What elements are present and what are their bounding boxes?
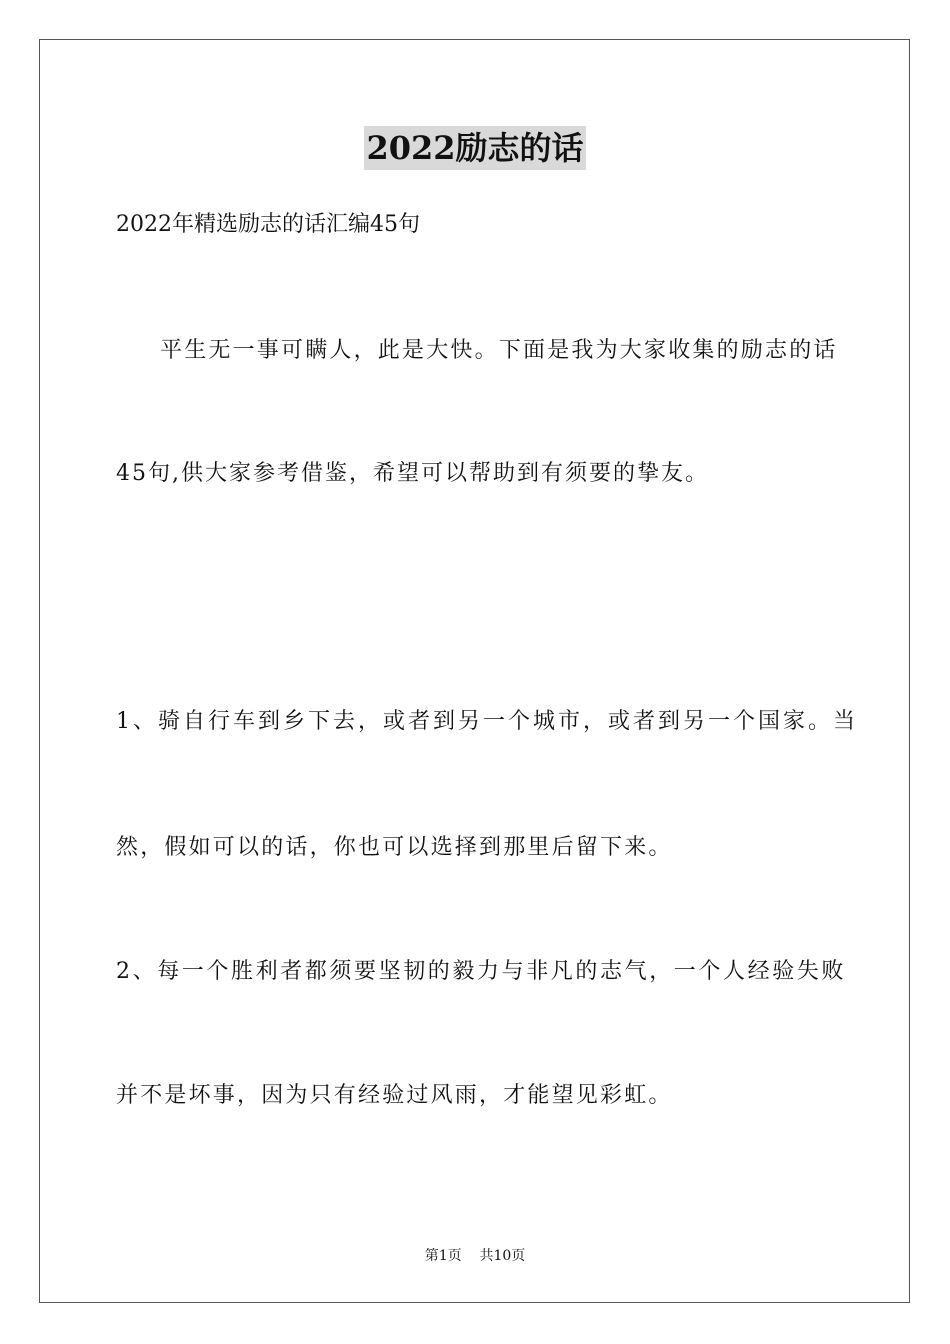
document-subtitle: 2022年精选励志的话汇编45句 — [116, 212, 420, 237]
intro-paragraph-line-2: 45句,供大家参考借鉴，希望可以帮助到有须要的挚友。 — [116, 461, 709, 486]
document-title: 2022励志的话 — [364, 126, 585, 170]
title-container — [0, 126, 950, 170]
intro-paragraph-line-1: 平生无一事可瞒人，此是大快。下面是我为大家收集的励志的话 — [160, 338, 838, 363]
page-number-footer: 第1页 共10页 — [424, 1248, 526, 1264]
item-2-line-1: 2、每一个胜利者都须要坚韧的毅力与非凡的志气，一个人经验失败 — [116, 959, 846, 984]
item-1-line-1: 1、骑自行车到乡下去，或者到另一个城市，或者到另一个国家。当 — [116, 709, 858, 734]
item-2-line-2: 并不是坏事，因为只有经验过风雨，才能望见彩虹。 — [116, 1083, 673, 1108]
item-1-line-2: 然，假如可以的话，你也可以选择到那里后留下来。 — [116, 835, 673, 860]
